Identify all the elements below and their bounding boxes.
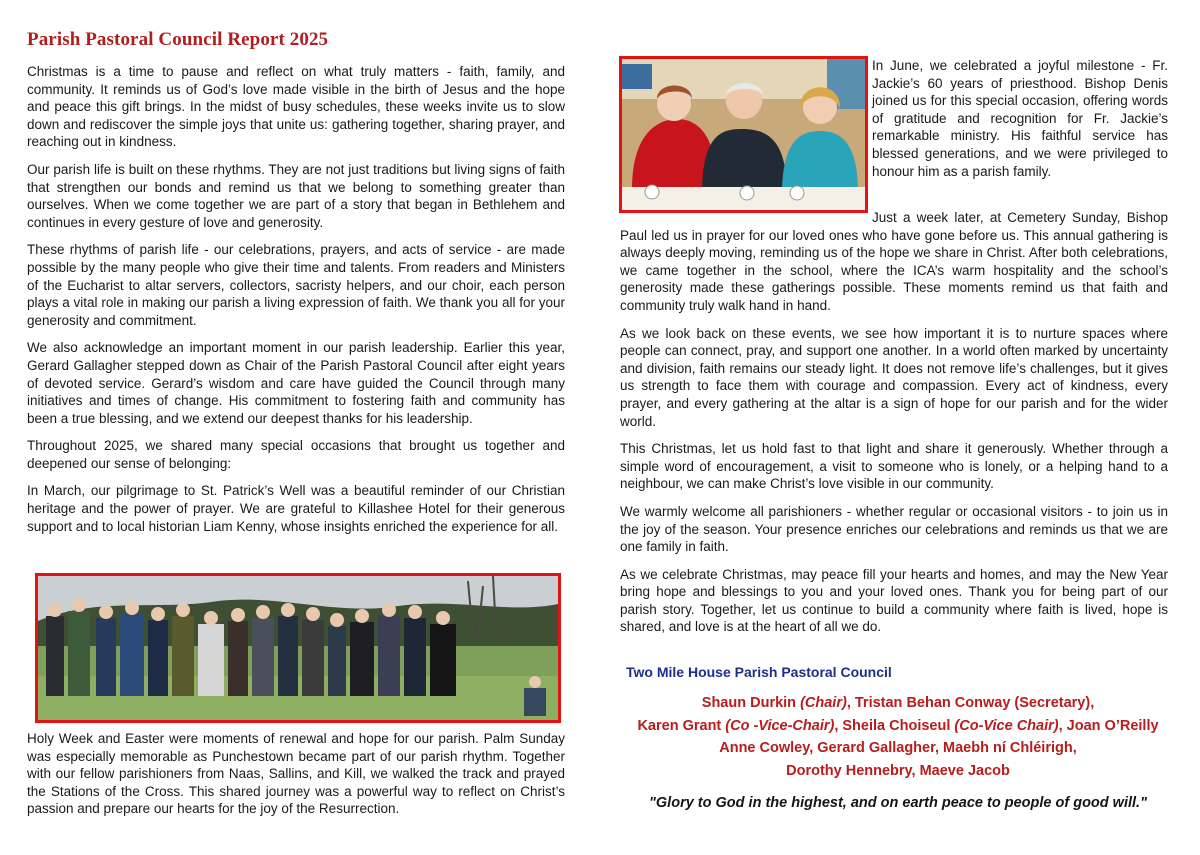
paragraph-holy-week: Holy Week and Easter were moments of renewal and hope for our parish. Palm Sunday was especially memorable as Punchestown became part of our parish rhythm. Together with our fellow parishioners from Naas, Sallins, and Kill, we walked the track and prayed the Stations of the Cross. This shared journey was a powerful way to reflect on Christ’s passion and prepare our hearts for the joy of the Resurrection. bbox=[27, 731, 565, 817]
paragraph-service: These rhythms of parish life - our celebrations, prayers, and acts of service - are made possible by the many people who give their time and talents. From readers and Ministers of the Eucharist to altar servers, collectors, sacristy helpers, and our choir, each person plays a vital role in making our parish a living expression of faith. We thank you all for your generosity and commitment. bbox=[27, 242, 565, 328]
page-title: Parish Pastoral Council Report 2025 bbox=[27, 29, 329, 50]
member-name: Maeve Jacob bbox=[919, 762, 1010, 779]
member-name: Anne Cowley bbox=[719, 740, 810, 756]
member-role: (Secretary) bbox=[1014, 695, 1091, 711]
paragraph-cemetery-sunday: Just a week later, at Cemetery Sunday, Bishop Paul led us in prayer for our loved ones who have gone before us. This annual gathering is always deeply moving, reminding us of the hope we share in Christ. After both celebrations, we came together in the school, where the ICA’s warm hospitality and the school’s generosity made these gatherings possible. These moments remind us that faith and community truly walk hand in hand. bbox=[620, 210, 1168, 313]
photo-fr-jackie bbox=[619, 56, 868, 213]
paragraph-closing: As we celebrate Christmas, may peace fill your hearts and homes, and may the New Year bring hope and blessings to you and your loved ones. Thank you for being part of our parish story. Together, let us continue to build a community where faith is lived, hope is shared, and love is at the heart of all we do. bbox=[620, 566, 1168, 635]
member-name: Karen Grant bbox=[637, 717, 722, 734]
paragraph-leadership: We also acknowledge an important moment in our parish leadership. Earlier this year, Gerard Gallagher stepped down as Chair of the Parish Pastoral Council after eight years of devoted service. Gerard’s wisdom and care have guided the Council through many initiatives and times of change. His commitment to fostering faith and community has been a true blessing, and we extend our deepest thanks for his leadership. bbox=[27, 340, 565, 426]
paragraph-rhythms: Our parish life is built on these rhythms. They are not just traditions but living signs of faith that strengthen our bonds and remind us that we belong to something greater than ourselves. When we come together we are part of a story that began in Bethlehem and continues in every gesture of love and generosity. bbox=[27, 161, 565, 230]
members-line-1 bbox=[626, 692, 1170, 715]
member-name: Joan O’Reilly bbox=[1066, 717, 1159, 734]
member-role: (Co -Vice-Chair) bbox=[725, 717, 835, 734]
members-line-4 bbox=[626, 760, 1170, 783]
group-photo-pilgrimage bbox=[35, 573, 561, 723]
jubilee-photo-image bbox=[622, 59, 865, 210]
paragraph-occasions: Throughout 2025, we shared many special occasions that brought us together and deepened our sense of belonging: bbox=[27, 438, 565, 471]
member-separator: , bbox=[934, 740, 944, 756]
right-top-text bbox=[872, 57, 1168, 190]
member-separator: , bbox=[1090, 695, 1095, 711]
member-separator: , bbox=[809, 740, 818, 756]
paragraph-look-back: As we look back on these events, we see how important it is to nurture spaces where people can connect, pray, and support one another. In a world often marked by uncertainty and division, faith remains our steady light. It does not remove life’s challenges, but it gives us strength to face them with courage and compassion. Every act of kindness, every prayer, and every gathering at the altar is a sign of hope for our parish and for the wider world. bbox=[620, 325, 1168, 429]
group-photo-image bbox=[38, 576, 558, 720]
closing-quote: "Glory to God in the highest, and on earth peace to people of good will." bbox=[649, 795, 1147, 811]
member-name: Gerard Gallagher bbox=[817, 740, 935, 756]
paragraph-june-milestone: In June, we celebrated a joyful milestone - Fr. Jackie’s 60 years of priesthood. Bishop Denis joined us for this special occasion, offering words of gratitude and recognition for Fr. Jackie’s remarkable ministry. His faithful service has blessed generations, and we were privileged to honour him as a parish family. bbox=[872, 58, 1168, 179]
member-separator: , bbox=[846, 695, 855, 711]
council-members bbox=[626, 692, 1170, 782]
member-role: (Co-Vice Chair) bbox=[954, 717, 1059, 734]
left-column-text bbox=[27, 63, 565, 545]
members-line-3 bbox=[626, 737, 1170, 760]
member-name: Sheila Choiseul bbox=[842, 717, 951, 734]
member-name: Maebh ní Chléirigh bbox=[943, 740, 1073, 756]
member-separator: , bbox=[1058, 717, 1067, 734]
members-line-2 bbox=[626, 715, 1170, 738]
member-separator: , bbox=[1072, 740, 1077, 756]
member-separator: , bbox=[911, 762, 920, 779]
member-name: Dorothy Hennebry bbox=[786, 762, 912, 779]
member-name: Tristan Behan Conway bbox=[854, 695, 1011, 711]
paragraph-welcome: We warmly welcome all parishioners - whether regular or occasional visitors - to join us in the joy of the season. Your presence enriches our celebrations and reminds us that we are one family in faith. bbox=[620, 503, 1168, 555]
left-bottom-text bbox=[27, 730, 565, 828]
member-separator: , bbox=[834, 717, 843, 734]
member-name: Shaun Durkin bbox=[701, 695, 797, 711]
paragraph-christmas: Christmas is a time to pause and reflect on what truly matters - faith, family, and community. It reminds us of God’s love made visible in the birth of Jesus and the hope and peace this gift brings. In the midst of busy schedules, these weeks invite us to slow down and rediscover the simple joys that unite us: gathering together, sharing prayer, and reaching out in kindness. bbox=[27, 64, 565, 150]
council-title: Two Mile House Parish Pastoral Council bbox=[626, 664, 892, 680]
paragraph-this-christmas: This Christmas, let us hold fast to that light and share it generously. Whether through a simple word of encouragement, a visit to someone who is lonely, or a helping hand to a neighbour, we can make Christ’s love visible in our community. bbox=[620, 441, 1168, 492]
paragraph-pilgrimage: In March, our pilgrimage to St. Patrick’s Well was a beautiful reminder of our Christian heritage and the power of prayer. We are grateful to Killashee Hotel for their generous support and to local historian Liam Kenny, whose insights enriched the experience for all. bbox=[27, 483, 565, 534]
member-role: (Chair) bbox=[800, 695, 847, 711]
right-column-text bbox=[620, 209, 1168, 646]
